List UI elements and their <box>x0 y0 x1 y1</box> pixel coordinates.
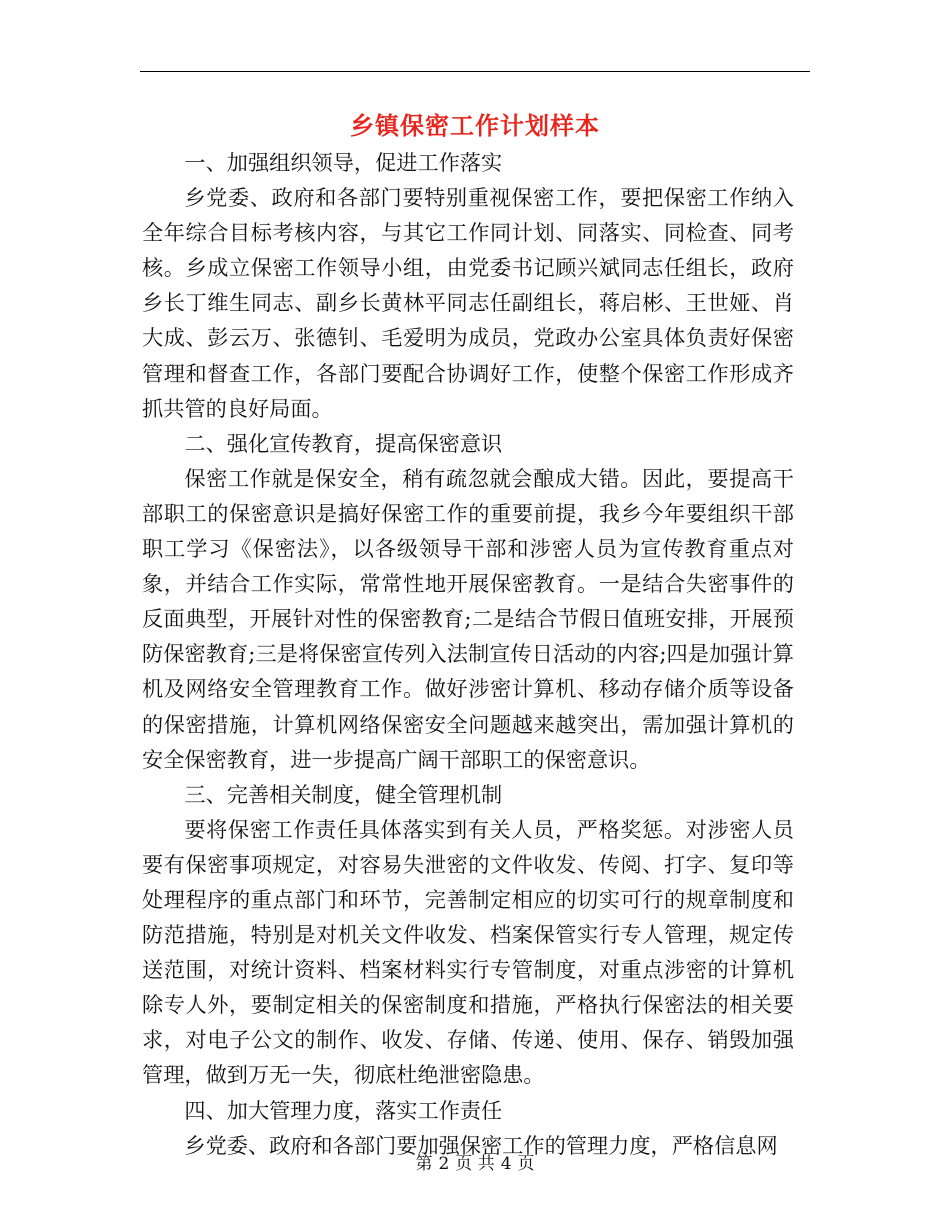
header-rule <box>140 71 810 72</box>
section-heading-1: 一、加强组织领导，促进工作落实 <box>184 150 503 175</box>
section-heading-2: 二、强化宣传教育，提高保密意识 <box>184 430 503 456</box>
footer-page-number: 2 <box>438 1154 450 1174</box>
section-paragraph-4: 乡党委、政府和各部门要加强保密工作的管理力度，严格信息网 <box>184 1132 778 1158</box>
section-heading-4: 四、加大管理力度，落实工作责任 <box>184 1097 503 1123</box>
footer-suffix: 页 <box>517 1154 535 1174</box>
section-paragraph-2: 保密工作就是保安全，稍有疏忽就会酿成大错。因此，要提高干部职工的保密意识是搞好保密工作的重要前提，我乡今年要组织干部职工学习《保密法》，以各级领导干部和涉密人员为宣传教育重点对象，并结合工作实际，常常性地开展保密教育。一是结合失密事件的反面典型，开展针对性的保密教育;二是结合节假日值班安排，开展预防保密教育;三是将保密宣传列入法制宣传日活动的内容;四是加强计算机及网络安全管理教育工作。做好涉密计算机、移动存储介质等设备的保密措施，计算机网络保密安全问题越来越突出，需加强计算机的安全保密教育，进一步提高广阔干部职工的保密意识。 <box>142 465 794 772</box>
footer-prefix: 第 <box>415 1154 433 1174</box>
section-paragraph-1: 乡党委、政府和各部门要特别重视保密工作，要把保密工作纳入全年综合目标考核内容，与其它工作同计划、同落实、同检查、同考核。乡成立保密工作领导小组，由党委书记顾兴斌同志任组长，政府乡长丁维生同志、副乡长黄林平同志任副组长，蒋启彬、王世娅、肖大成、彭云万、张德钊、毛爱明为成员，党政办公室具体负责好保密管理和督查工作，各部门要配合协调好工作，使整个保密工作形成齐抓共管的良好局面。 <box>142 185 794 421</box>
section-heading-3: 三、完善相关制度，健全管理机制 <box>184 781 503 807</box>
section-paragraph-3: 要将保密工作责任具体落实到有关人员，严格奖惩。对涉密人员要有保密事项规定，对容易失泄密的文件收发、传阅、打字、复印等处理程序的重点部门和环节，完善制定相应的切实可行的规章制度和防范措施，特别是对机关文件收发、档案保管实行专人管理，规定传送范围，对统计资料、档案材料实行专管制度，对重点涉密的计算机除专人外，要制定相关的保密制度和措施，严格执行保密法的相关要求，对电子公文的制作、收发、存储、传递、使用、保存、销毁加强管理，做到万无一失，彻底杜绝泄密隐患。 <box>142 816 794 1088</box>
document-body <box>142 145 794 1163</box>
footer-total-pages: 4 <box>500 1154 512 1174</box>
document-title: 乡镇保密工作计划样本 <box>350 111 600 140</box>
footer-middle: 页 共 <box>455 1154 495 1174</box>
page-footer <box>0 1150 950 1178</box>
